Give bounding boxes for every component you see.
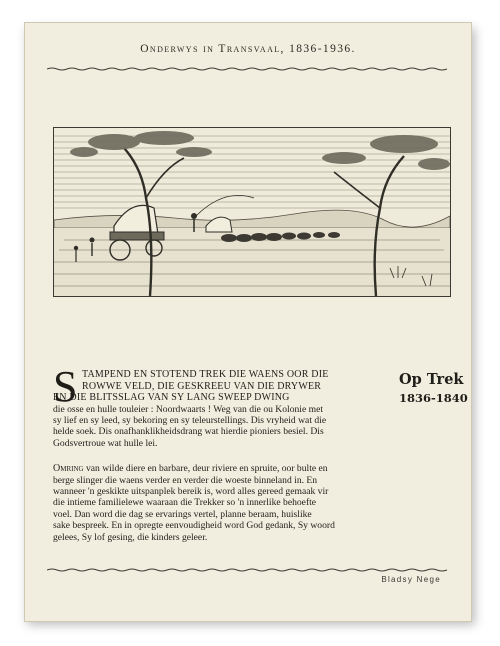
text-line: gelees, Sy lof gesing, die kinders geleer. bbox=[53, 531, 208, 543]
text-line: die osse en hulle touleier : Noordwaarts ! Weg van die ou Kolonie met bbox=[53, 403, 324, 415]
text-line: berge slinger die waens verder en verder die woeste binneland in. En bbox=[53, 474, 318, 486]
text-line: helde soek. Dis onafhanklikheidsdrang wat hierdie pioniers besiel. Dis bbox=[53, 426, 324, 438]
text-line: die intieme familielewe waaraan die Trekker so 'n innerlike behoefte bbox=[53, 497, 317, 509]
footer-rule bbox=[47, 568, 449, 572]
sidebar-dates: 1836-1840 bbox=[399, 391, 468, 405]
paragraph-2 bbox=[53, 463, 396, 543]
header-rule bbox=[47, 67, 449, 71]
caps-line: EN DIE BLITSSLAG VAN SY LANG SWEEP DWING bbox=[53, 392, 290, 403]
caps-line: ROWWE VELD, DIE GESKREEU VAN DIE DRYWER bbox=[82, 380, 322, 392]
paragraph-1 bbox=[53, 362, 396, 449]
text-line: wanneer 'n geskikte uitspanplek bereik is, word alles gereed gemaak vir bbox=[53, 485, 329, 497]
lead-line-rest: van wilde diere en barbare, deur riviere en spruite, oor bulte en bbox=[83, 463, 328, 475]
running-header: Onderwys in Transvaal, 1836-1936. bbox=[140, 43, 356, 55]
section-sidebar bbox=[399, 371, 468, 405]
page-number-label: Bladsy Nege bbox=[381, 575, 441, 584]
caps-line: TAMPEND EN STOTEND TREK DIE WAENS OOR DIE bbox=[82, 369, 329, 380]
sidebar-title: Op Trek bbox=[399, 371, 464, 388]
lead-word: Omring bbox=[53, 463, 84, 475]
article-body bbox=[53, 362, 396, 543]
text-line: sake bespreek. En in opregte eenvoudigheid word God gedank, Sy woord bbox=[53, 520, 335, 532]
text-line: sy lief en sy leed, sy bekoring en sy teleurstellings. Dis vryheid wat die bbox=[53, 414, 327, 426]
drop-cap: S bbox=[53, 362, 78, 411]
trek-illustration bbox=[53, 127, 451, 297]
text-line bbox=[53, 463, 396, 474]
book-page bbox=[24, 22, 472, 622]
text-line: Godsvertroue wat hulle lei. bbox=[53, 437, 158, 449]
text-line: voel. Dan word die dag se ervarings vertel, planne beraam, huislike bbox=[53, 508, 312, 520]
